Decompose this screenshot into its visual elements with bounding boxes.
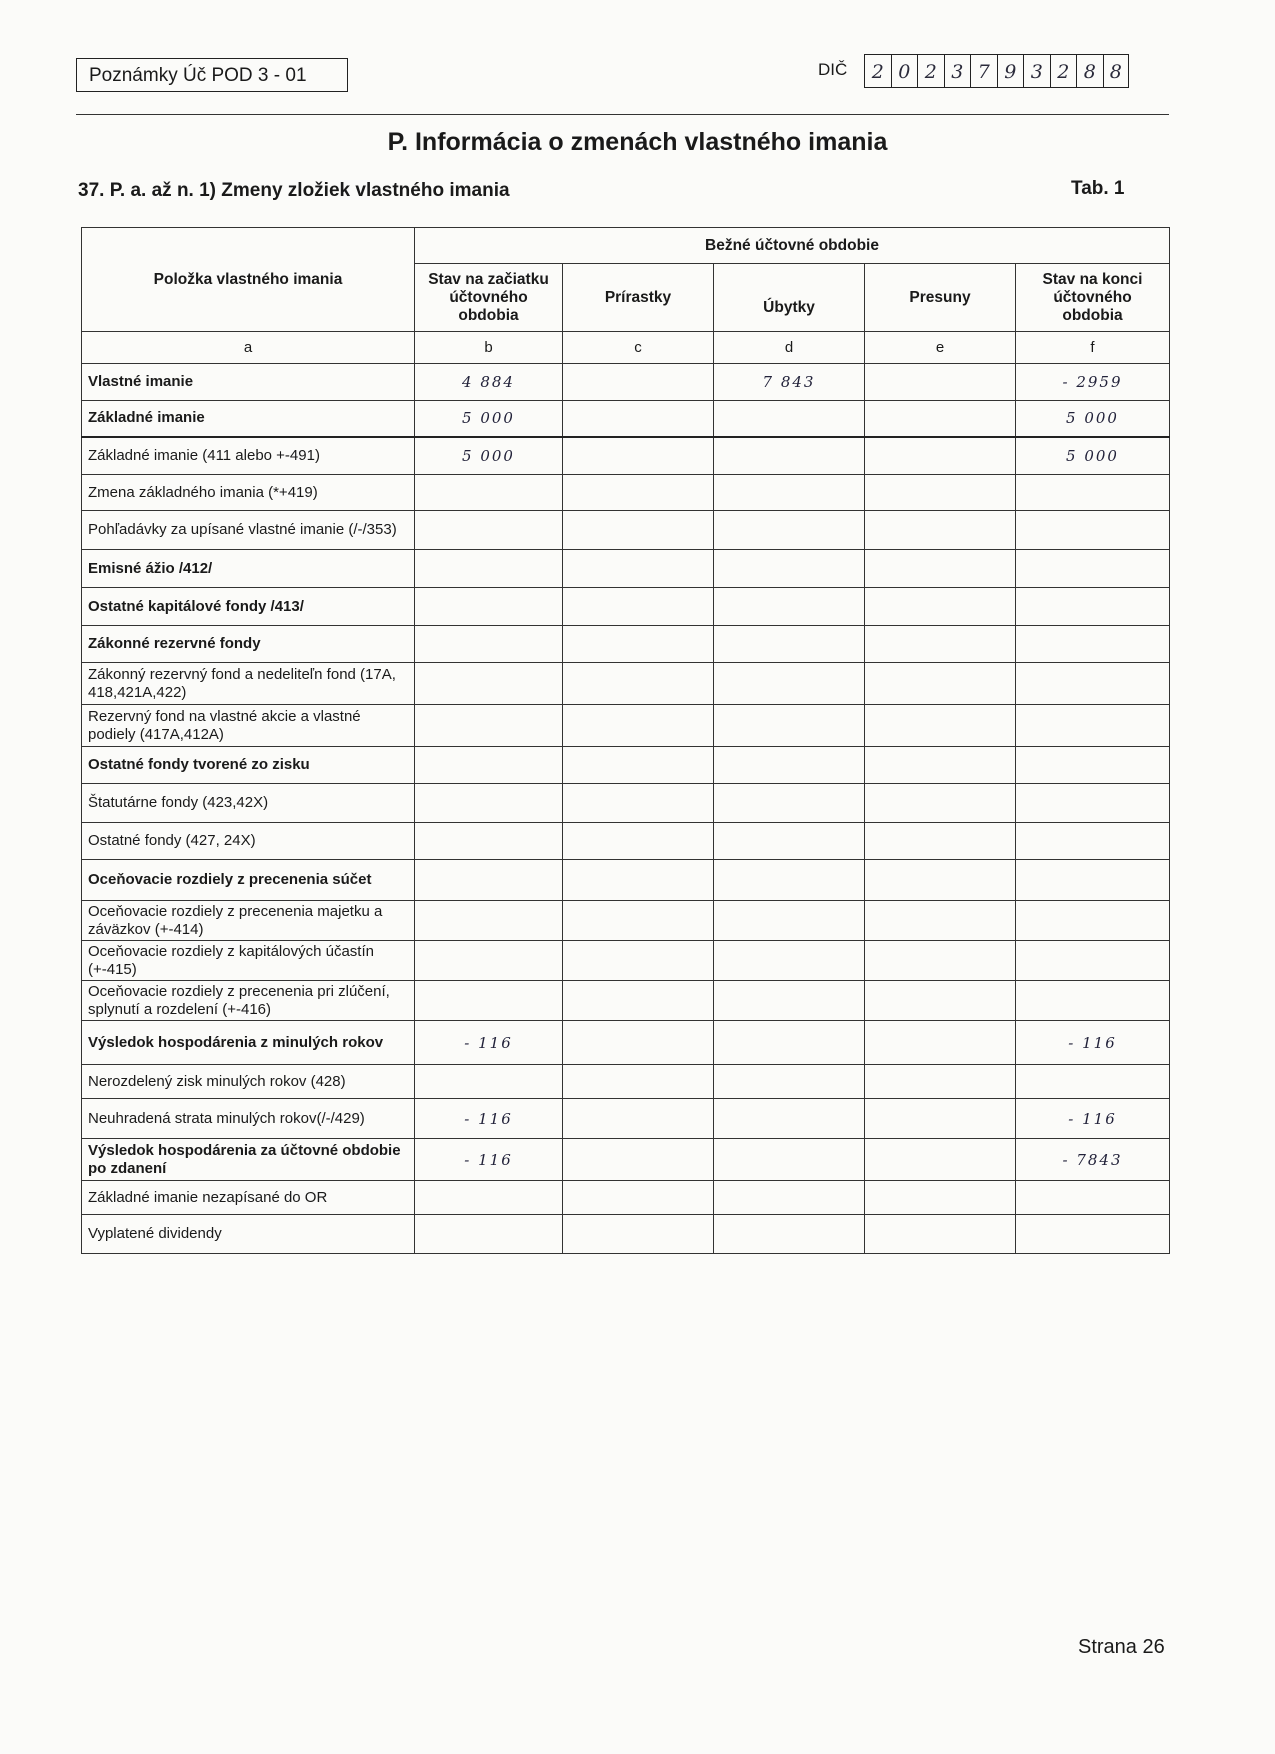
row-label: Zmena základného imania (*+419) bbox=[82, 475, 415, 511]
value-cell-d bbox=[714, 1065, 865, 1099]
row-label: Oceňovacie rozdiely z precenenia majetku a záväzkov (+-414) bbox=[82, 901, 415, 941]
value-cell-d bbox=[714, 1099, 865, 1139]
value-cell-f bbox=[1016, 941, 1170, 981]
value-cell-b: 4 884 bbox=[415, 364, 563, 401]
value-cell-d bbox=[714, 747, 865, 784]
value-cell-f bbox=[1016, 823, 1170, 860]
table-row bbox=[82, 1021, 1170, 1065]
value-cell-b bbox=[415, 941, 563, 981]
value-cell-c bbox=[563, 941, 714, 981]
row-label: Oceňovacie rozdiely z precenenia pri zlúčení, splynutí a rozdelení (+-416) bbox=[82, 981, 415, 1021]
column-header-start: Stav na začiatku účtovného obdobia bbox=[415, 264, 563, 332]
value-cell-f bbox=[1016, 784, 1170, 823]
value-cell-c bbox=[563, 1065, 714, 1099]
row-label: Základné imanie bbox=[82, 401, 415, 437]
value-cell-f bbox=[1016, 550, 1170, 588]
value-cell-b bbox=[415, 1181, 563, 1215]
row-label: Pohľadávky za upísané vlastné imanie (/-/353) bbox=[82, 511, 415, 550]
value-cell-b bbox=[415, 1215, 563, 1254]
value-cell-c bbox=[563, 860, 714, 901]
value-cell-d bbox=[714, 860, 865, 901]
value-cell-b bbox=[415, 823, 563, 860]
table-row bbox=[82, 823, 1170, 860]
value-cell-f bbox=[1016, 860, 1170, 901]
value-cell-b bbox=[415, 860, 563, 901]
value-cell-e bbox=[865, 626, 1016, 663]
value-cell-e bbox=[865, 1065, 1016, 1099]
row-label: Základné imanie nezapísané do OR bbox=[82, 1181, 415, 1215]
value-cell-c bbox=[563, 1099, 714, 1139]
value-cell-f: - 2959 bbox=[1016, 364, 1170, 401]
value-cell-e bbox=[865, 981, 1016, 1021]
value-cell-b: - 116 bbox=[415, 1099, 563, 1139]
dic-digit: 2 bbox=[917, 54, 944, 88]
value-cell-b bbox=[415, 1065, 563, 1099]
subsection-title: 37. P. a. až n. 1) Zmeny zložiek vlastného imania bbox=[78, 180, 510, 201]
form-title: Poznámky Úč POD 3 - 01 bbox=[76, 58, 348, 92]
row-label: Oceňovacie rozdiely z kapitálových účastín (+-415) bbox=[82, 941, 415, 981]
dic-label: DIČ bbox=[818, 60, 848, 79]
value-cell-c bbox=[563, 511, 714, 550]
table-row bbox=[82, 588, 1170, 626]
value-cell-d bbox=[714, 941, 865, 981]
value-cell-b bbox=[415, 705, 563, 747]
value-cell-c bbox=[563, 364, 714, 401]
value-cell-c bbox=[563, 1215, 714, 1254]
table-row bbox=[82, 511, 1170, 550]
table-row bbox=[82, 747, 1170, 784]
value-cell-b bbox=[415, 475, 563, 511]
value-cell-d: 7 843 bbox=[714, 364, 865, 401]
value-cell-c bbox=[563, 747, 714, 784]
column-letter: d bbox=[714, 332, 865, 364]
value-cell-f bbox=[1016, 901, 1170, 941]
column-header-increases: Prírastky bbox=[563, 264, 714, 332]
value-cell-d bbox=[714, 550, 865, 588]
value-cell-e bbox=[865, 901, 1016, 941]
value-cell-c bbox=[563, 784, 714, 823]
row-label: Emisné ážio /412/ bbox=[82, 550, 415, 588]
value-cell-f: 5 000 bbox=[1016, 401, 1170, 437]
value-cell-f: - 7843 bbox=[1016, 1139, 1170, 1181]
value-cell-d bbox=[714, 1215, 865, 1254]
value-cell-d bbox=[714, 784, 865, 823]
table-row bbox=[82, 626, 1170, 663]
value-cell-b: 5 000 bbox=[415, 437, 563, 475]
value-cell-e bbox=[865, 1021, 1016, 1065]
table-row bbox=[82, 475, 1170, 511]
value-cell-c bbox=[563, 705, 714, 747]
value-cell-d bbox=[714, 1181, 865, 1215]
value-cell-f bbox=[1016, 747, 1170, 784]
value-cell-b bbox=[415, 626, 563, 663]
dic-digit: 2 bbox=[864, 54, 891, 88]
column-letter: f bbox=[1016, 332, 1170, 364]
value-cell-f bbox=[1016, 475, 1170, 511]
value-cell-b bbox=[415, 550, 563, 588]
value-cell-e bbox=[865, 401, 1016, 437]
value-cell-b: - 116 bbox=[415, 1139, 563, 1181]
value-cell-f bbox=[1016, 511, 1170, 550]
row-label: Ostatné fondy (427, 24X) bbox=[82, 823, 415, 860]
value-cell-b bbox=[415, 663, 563, 705]
column-group-header: Bežné účtovné obdobie bbox=[415, 228, 1170, 264]
dic-digit: 2 bbox=[1050, 54, 1077, 88]
value-cell-e bbox=[865, 1215, 1016, 1254]
value-cell-d bbox=[714, 1021, 865, 1065]
value-cell-f bbox=[1016, 1181, 1170, 1215]
value-cell-e bbox=[865, 941, 1016, 981]
value-cell-b bbox=[415, 588, 563, 626]
column-header-transfers: Presuny bbox=[865, 264, 1016, 332]
value-cell-d bbox=[714, 475, 865, 511]
value-cell-b bbox=[415, 747, 563, 784]
value-cell-c bbox=[563, 1139, 714, 1181]
row-label: Rezervný fond na vlastné akcie a vlastné podiely (417A,412A) bbox=[82, 705, 415, 747]
row-label: Výsledok hospodárenia za účtovné obdobie po zdanení bbox=[82, 1139, 415, 1181]
table-row bbox=[82, 1065, 1170, 1099]
value-cell-e bbox=[865, 823, 1016, 860]
column-letter: e bbox=[865, 332, 1016, 364]
dic-digit: 3 bbox=[1023, 54, 1050, 88]
value-cell-c bbox=[563, 437, 714, 475]
table-row bbox=[82, 437, 1170, 475]
value-cell-d bbox=[714, 663, 865, 705]
value-cell-d bbox=[714, 1139, 865, 1181]
value-cell-f: - 116 bbox=[1016, 1099, 1170, 1139]
dic-digit: 0 bbox=[891, 54, 918, 88]
row-label: Ostatné fondy tvorené zo zisku bbox=[82, 747, 415, 784]
table-row bbox=[82, 1139, 1170, 1181]
column-letter: c bbox=[563, 332, 714, 364]
table-body bbox=[82, 364, 1170, 1254]
value-cell-f bbox=[1016, 705, 1170, 747]
column-header-end: Stav na konci účtovného obdobia bbox=[1016, 264, 1170, 332]
row-label: Ostatné kapitálové fondy /413/ bbox=[82, 588, 415, 626]
row-label: Oceňovacie rozdiely z precenenia súčet bbox=[82, 860, 415, 901]
value-cell-c bbox=[563, 663, 714, 705]
value-cell-d bbox=[714, 901, 865, 941]
value-cell-c bbox=[563, 401, 714, 437]
value-cell-c bbox=[563, 981, 714, 1021]
value-cell-c bbox=[563, 1181, 714, 1215]
value-cell-c bbox=[563, 588, 714, 626]
value-cell-b bbox=[415, 511, 563, 550]
table-row bbox=[82, 550, 1170, 588]
table-row bbox=[82, 705, 1170, 747]
value-cell-d bbox=[714, 588, 865, 626]
value-cell-e bbox=[865, 511, 1016, 550]
column-header-item: Položka vlastného imania bbox=[82, 228, 415, 332]
row-label: Neuhradená strata minulých rokov(/-/429) bbox=[82, 1099, 415, 1139]
value-cell-d bbox=[714, 823, 865, 860]
value-cell-f bbox=[1016, 981, 1170, 1021]
row-label: Zákonný rezervný fond a nedeliteľn fond (17A, 418,421A,422) bbox=[82, 663, 415, 705]
table-row bbox=[82, 941, 1170, 981]
value-cell-b: - 116 bbox=[415, 1021, 563, 1065]
row-label: Nerozdelený zisk minulých rokov (428) bbox=[82, 1065, 415, 1099]
table-row bbox=[82, 860, 1170, 901]
table-row bbox=[82, 401, 1170, 437]
value-cell-c bbox=[563, 550, 714, 588]
value-cell-b bbox=[415, 784, 563, 823]
value-cell-e bbox=[865, 364, 1016, 401]
value-cell-d bbox=[714, 511, 865, 550]
value-cell-e bbox=[865, 747, 1016, 784]
value-cell-f bbox=[1016, 626, 1170, 663]
value-cell-f: 5 000 bbox=[1016, 437, 1170, 475]
table-row bbox=[82, 1215, 1170, 1254]
value-cell-d bbox=[714, 401, 865, 437]
value-cell-c bbox=[563, 823, 714, 860]
row-label: Výsledok hospodárenia z minulých rokov bbox=[82, 1021, 415, 1065]
value-cell-f bbox=[1016, 1215, 1170, 1254]
row-label: Vlastné imanie bbox=[82, 364, 415, 401]
table-row bbox=[82, 784, 1170, 823]
value-cell-c bbox=[563, 626, 714, 663]
column-header-decreases: Úbytky bbox=[714, 264, 865, 332]
column-letter: a bbox=[82, 332, 415, 364]
value-cell-c bbox=[563, 1021, 714, 1065]
page-number: Strana 26 bbox=[1078, 1636, 1165, 1658]
value-cell-d bbox=[714, 981, 865, 1021]
table-number: Tab. 1 bbox=[1071, 178, 1125, 199]
value-cell-d bbox=[714, 626, 865, 663]
value-cell-e bbox=[865, 784, 1016, 823]
dic-boxes bbox=[864, 54, 1129, 88]
value-cell-e bbox=[865, 588, 1016, 626]
row-label: Základné imanie (411 alebo +-491) bbox=[82, 437, 415, 475]
value-cell-e bbox=[865, 705, 1016, 747]
dic-digit: 8 bbox=[1076, 54, 1103, 88]
header-divider bbox=[76, 114, 1169, 115]
value-cell-f bbox=[1016, 663, 1170, 705]
table-row bbox=[82, 981, 1170, 1021]
table-row bbox=[82, 364, 1170, 401]
value-cell-b bbox=[415, 981, 563, 1021]
value-cell-e bbox=[865, 860, 1016, 901]
value-cell-e bbox=[865, 1181, 1016, 1215]
row-label: Štatutárne fondy (423,42X) bbox=[82, 784, 415, 823]
value-cell-e bbox=[865, 475, 1016, 511]
value-cell-e bbox=[865, 1099, 1016, 1139]
value-cell-e bbox=[865, 437, 1016, 475]
dic-digit: 7 bbox=[970, 54, 997, 88]
value-cell-e bbox=[865, 550, 1016, 588]
value-cell-f: - 116 bbox=[1016, 1021, 1170, 1065]
value-cell-d bbox=[714, 437, 865, 475]
value-cell-b: 5 000 bbox=[415, 401, 563, 437]
value-cell-f bbox=[1016, 588, 1170, 626]
value-cell-e bbox=[865, 1139, 1016, 1181]
column-letter: b bbox=[415, 332, 563, 364]
row-label: Zákonné rezervné fondy bbox=[82, 626, 415, 663]
dic-digit: 3 bbox=[944, 54, 971, 88]
value-cell-f bbox=[1016, 1065, 1170, 1099]
value-cell-b bbox=[415, 901, 563, 941]
row-label: Vyplatené dividendy bbox=[82, 1215, 415, 1254]
value-cell-e bbox=[865, 663, 1016, 705]
dic-digit: 9 bbox=[997, 54, 1024, 88]
value-cell-d bbox=[714, 705, 865, 747]
table-row bbox=[82, 1099, 1170, 1139]
table-row bbox=[82, 663, 1170, 705]
section-title: P. Informácia o zmenách vlastného imania bbox=[387, 128, 888, 156]
table-row bbox=[82, 901, 1170, 941]
value-cell-c bbox=[563, 475, 714, 511]
table-row bbox=[82, 1181, 1170, 1215]
equity-changes-table bbox=[81, 227, 1170, 1254]
dic-digit: 8 bbox=[1103, 54, 1130, 88]
value-cell-c bbox=[563, 901, 714, 941]
